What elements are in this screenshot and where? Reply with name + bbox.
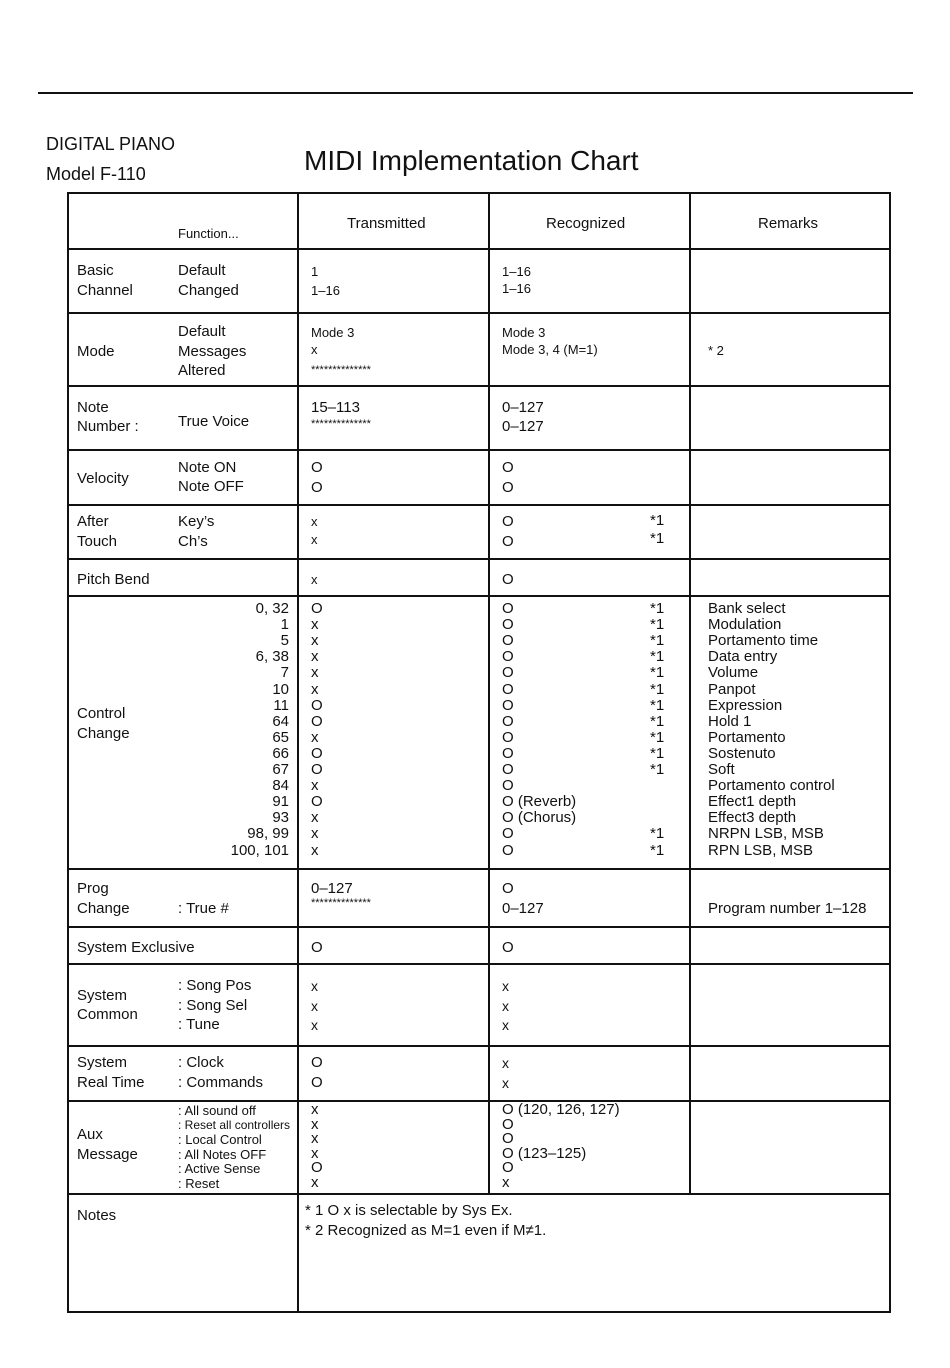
row-divider bbox=[69, 926, 889, 928]
basic-channel-default: Default bbox=[178, 262, 226, 279]
basic-channel-changed: Changed bbox=[178, 282, 239, 299]
control-change-remark: Bank select bbox=[708, 600, 786, 617]
control-change-rx: O bbox=[502, 648, 514, 666]
control-change-number: 67 bbox=[272, 761, 289, 778]
mode-default: Default bbox=[178, 323, 226, 340]
control-change-footnote: *1 bbox=[650, 680, 665, 698]
aux-message-tx: x bbox=[311, 1144, 319, 1162]
note-number-tx: 15–113 bbox=[311, 399, 360, 416]
control-change-footnote: *1 bbox=[650, 825, 665, 843]
aux-message-item: : All sound off bbox=[178, 1103, 256, 1118]
prog-change-true-number: : True # bbox=[178, 900, 229, 917]
control-change-tx: O bbox=[311, 712, 323, 730]
system-realtime-tx: O bbox=[311, 1054, 323, 1071]
note-number-tx-true-voice: ************** bbox=[311, 418, 371, 430]
note-number-label: Number : bbox=[77, 418, 139, 435]
control-change-number: 84 bbox=[272, 777, 289, 795]
after-touch-rx-keys: O bbox=[502, 513, 514, 530]
row-divider bbox=[69, 504, 889, 506]
control-change-number: 65 bbox=[272, 728, 289, 746]
control-change-rx: O bbox=[502, 680, 514, 698]
pitch-bend-label: Pitch Bend bbox=[77, 571, 150, 588]
control-change-footnote: *1 bbox=[650, 632, 665, 650]
control-change-rx: O (Reverb) bbox=[502, 793, 577, 811]
control-change-remark: Panpot bbox=[708, 680, 756, 698]
system-common-label: Common bbox=[77, 1006, 138, 1023]
notes-line-2: * 2 Recognized as M=1 even if M≠1. bbox=[305, 1222, 547, 1239]
control-change-footnote: *1 bbox=[650, 712, 665, 730]
prog-change-tx-true: ************** bbox=[311, 897, 371, 909]
system-realtime-label: System bbox=[77, 1054, 128, 1071]
control-change-remark: Sostenuto bbox=[708, 744, 776, 762]
control-change-remark: Soft bbox=[708, 761, 735, 778]
velocity-rx-off: O bbox=[502, 479, 514, 496]
system-common-rx: x bbox=[502, 978, 509, 994]
system-realtime-rx: x bbox=[502, 1075, 509, 1091]
control-change-tx: x bbox=[311, 648, 319, 666]
control-change-number: 6, 38 bbox=[255, 648, 289, 666]
aux-message-rx: O (123–125) bbox=[502, 1144, 587, 1162]
row-divider bbox=[69, 595, 889, 597]
control-change-footnote: *1 bbox=[650, 744, 665, 762]
system-exclusive-tx: O bbox=[311, 939, 323, 956]
control-change-footnote: *1 bbox=[650, 696, 665, 714]
control-change-remark: Modulation bbox=[708, 616, 782, 634]
divider-transmitted bbox=[488, 194, 490, 1193]
control-change-label: Control bbox=[77, 705, 126, 722]
aux-message-rx: O bbox=[502, 1130, 514, 1147]
control-change-tx: x bbox=[311, 728, 319, 746]
control-change-number: 0, 32 bbox=[255, 600, 289, 617]
velocity-label: Velocity bbox=[77, 470, 129, 487]
prog-change-label: Prog bbox=[77, 880, 109, 897]
control-change-number: 64 bbox=[272, 712, 289, 730]
basic-channel-label: Channel bbox=[77, 282, 133, 299]
after-touch-footnote: *1 bbox=[650, 512, 665, 529]
after-touch-label: After bbox=[77, 513, 109, 530]
system-realtime-commands: : Commands bbox=[178, 1074, 264, 1091]
control-change-number: 5 bbox=[280, 632, 289, 650]
system-exclusive-label: System Exclusive bbox=[77, 939, 195, 956]
control-change-remark: Volume bbox=[708, 664, 759, 682]
after-touch-tx-keys: x bbox=[311, 514, 318, 529]
control-change-footnote: *1 bbox=[650, 728, 665, 746]
row-divider bbox=[69, 963, 889, 965]
velocity-note-on: Note ON bbox=[178, 459, 237, 476]
control-change-tx: x bbox=[311, 616, 319, 634]
divider-recognized bbox=[689, 194, 691, 1193]
aux-message-tx: x bbox=[311, 1130, 319, 1147]
control-change-tx: x bbox=[311, 809, 319, 827]
prog-change-tx: 0–127 bbox=[311, 880, 353, 897]
control-change-rx: O bbox=[502, 728, 514, 746]
control-change-remark: Effect1 depth bbox=[708, 793, 797, 811]
after-touch-footnote: *1 bbox=[650, 530, 665, 547]
control-change-remark: Expression bbox=[708, 696, 783, 714]
system-realtime-label: Real Time bbox=[77, 1074, 145, 1091]
note-number-rx: 0–127 bbox=[502, 399, 544, 416]
mode-rx-messages: Mode 3, 4 (M=1) bbox=[502, 342, 598, 357]
system-common-song-pos: : Song Pos bbox=[178, 977, 252, 994]
control-change-rx: O bbox=[502, 744, 514, 762]
control-change-number: 66 bbox=[272, 744, 289, 762]
aux-message-label: Aux bbox=[77, 1126, 103, 1143]
page-title: MIDI Implementation Chart bbox=[304, 145, 639, 176]
note-number-rx-true-voice: 0–127 bbox=[502, 418, 544, 435]
control-change-number: 98, 99 bbox=[247, 825, 289, 843]
control-change-footnote: *1 bbox=[650, 616, 665, 634]
system-common-label: System bbox=[77, 987, 128, 1004]
control-change-number: 100, 101 bbox=[230, 841, 289, 859]
basic-channel-label: Basic bbox=[77, 262, 114, 279]
control-change-rx: O bbox=[502, 696, 514, 714]
aux-message-rx: O bbox=[502, 1115, 514, 1133]
control-change-number: 1 bbox=[280, 616, 289, 634]
basic-channel-tx-default: 1 bbox=[311, 264, 319, 279]
control-change-footnote: *1 bbox=[650, 648, 665, 666]
control-change-number: 91 bbox=[272, 793, 289, 811]
row-divider bbox=[69, 558, 889, 560]
velocity-tx-on: O bbox=[311, 459, 323, 476]
aux-message-tx: x bbox=[311, 1173, 319, 1191]
column-header-remarks: Remarks bbox=[758, 215, 819, 232]
row-divider bbox=[69, 248, 889, 250]
brand-line-2: Model F-110 bbox=[46, 164, 146, 184]
control-change-remark: Portamento bbox=[708, 728, 786, 746]
system-common-tx: x bbox=[311, 1017, 318, 1033]
control-change-rx: O bbox=[502, 712, 514, 730]
control-change-footnote: *1 bbox=[650, 761, 665, 778]
control-change-tx: x bbox=[311, 825, 319, 843]
mode-label: Mode bbox=[77, 343, 115, 360]
control-change-rx: O bbox=[502, 825, 514, 843]
after-touch-chs: Ch’s bbox=[178, 533, 208, 550]
control-change-remark: NRPN LSB, MSB bbox=[708, 825, 824, 843]
aux-message-rx: x bbox=[502, 1173, 510, 1191]
mode-tx-altered: ************** bbox=[311, 364, 371, 376]
control-change-tx: O bbox=[311, 600, 323, 617]
after-touch-rx-chs: O bbox=[502, 533, 514, 550]
control-change-tx: x bbox=[311, 841, 319, 859]
system-exclusive-rx: O bbox=[502, 939, 514, 956]
control-change-footnote: *1 bbox=[650, 664, 665, 682]
control-change-tx: x bbox=[311, 632, 319, 650]
control-change-number: 7 bbox=[280, 664, 289, 682]
control-change-rx: O bbox=[502, 616, 514, 634]
note-number-label: Note bbox=[77, 399, 109, 416]
after-touch-tx-chs: x bbox=[311, 532, 318, 547]
mode-messages: Messages bbox=[178, 343, 247, 360]
prog-change-remark: Program number 1–128 bbox=[708, 900, 867, 917]
control-change-footnote: *1 bbox=[650, 841, 665, 859]
control-change-tx: x bbox=[311, 777, 319, 795]
control-change-number: 93 bbox=[272, 809, 289, 827]
control-change-tx: O bbox=[311, 761, 323, 778]
basic-channel-rx-default: 1–16 bbox=[502, 264, 531, 279]
column-header-function: Function... bbox=[178, 226, 239, 241]
prog-change-rx: O bbox=[502, 880, 514, 897]
notes-line-1: * 1 O x is selectable by Sys Ex. bbox=[305, 1202, 513, 1219]
system-common-tune: : Tune bbox=[178, 1016, 220, 1033]
control-change-rx: O bbox=[502, 664, 514, 682]
control-change-rx: O bbox=[502, 632, 514, 650]
aux-message-rx: O (120, 126, 127) bbox=[502, 1101, 620, 1118]
mode-rx-default: Mode 3 bbox=[502, 325, 546, 340]
midi-chart-table bbox=[67, 192, 891, 1313]
aux-message-tx: x bbox=[311, 1101, 319, 1118]
system-realtime-tx: O bbox=[311, 1074, 323, 1091]
mode-tx-messages: x bbox=[311, 342, 318, 357]
brand-line-1: DIGITAL PIANO bbox=[46, 134, 176, 154]
control-change-remark: RPN LSB, MSB bbox=[708, 841, 814, 859]
divider-function bbox=[297, 194, 299, 1311]
aux-message-item: : Reset all controllers bbox=[178, 1117, 291, 1132]
velocity-note-off: Note OFF bbox=[178, 478, 244, 495]
control-change-remark: Portamento control bbox=[708, 777, 835, 795]
aux-message-tx: O bbox=[311, 1159, 323, 1176]
mode-altered: Altered bbox=[178, 362, 226, 379]
control-change-tx: O bbox=[311, 793, 323, 811]
row-divider bbox=[69, 1100, 889, 1102]
aux-message-item: : Local Control bbox=[178, 1132, 262, 1147]
row-divider bbox=[69, 868, 889, 870]
velocity-rx-on: O bbox=[502, 459, 514, 476]
system-realtime-rx: x bbox=[502, 1055, 509, 1071]
control-change-tx: x bbox=[311, 664, 319, 682]
row-divider bbox=[69, 449, 889, 451]
control-change-footnote: *1 bbox=[650, 600, 665, 617]
control-change-remark: Hold 1 bbox=[708, 712, 752, 730]
control-change-rx: O bbox=[502, 761, 514, 778]
control-change-remark: Data entry bbox=[708, 648, 778, 666]
row-divider bbox=[69, 385, 889, 387]
aux-message-label: Message bbox=[77, 1146, 138, 1163]
control-change-tx: O bbox=[311, 696, 323, 714]
control-change-tx: x bbox=[311, 680, 319, 698]
after-touch-label: Touch bbox=[77, 533, 118, 550]
control-change-remark: Portamento time bbox=[708, 632, 819, 650]
mode-remark: * 2 bbox=[708, 343, 724, 358]
control-change-tx: O bbox=[311, 744, 323, 762]
aux-message-tx: x bbox=[311, 1115, 319, 1133]
control-change-rx: O bbox=[502, 777, 514, 795]
system-realtime-clock: : Clock bbox=[178, 1054, 224, 1071]
system-common-tx: x bbox=[311, 998, 318, 1014]
aux-message-rx: O bbox=[502, 1159, 514, 1176]
system-common-song-sel: : Song Sel bbox=[178, 997, 248, 1014]
column-header-transmitted: Transmitted bbox=[347, 215, 426, 232]
control-change-number: 10 bbox=[272, 680, 289, 698]
system-common-tx: x bbox=[311, 978, 318, 994]
row-divider bbox=[69, 1045, 889, 1047]
system-common-rx: x bbox=[502, 1017, 509, 1033]
prog-change-label: Change bbox=[77, 900, 130, 917]
velocity-tx-off: O bbox=[311, 479, 323, 496]
notes-label: Notes bbox=[77, 1207, 117, 1224]
row-divider bbox=[69, 312, 889, 314]
control-change-rx: O (Chorus) bbox=[502, 809, 577, 827]
header-rule bbox=[38, 92, 913, 94]
control-change-rx: O bbox=[502, 841, 514, 859]
system-common-rx: x bbox=[502, 998, 509, 1014]
pitch-bend-tx: x bbox=[311, 572, 318, 587]
basic-channel-tx-changed: 1–16 bbox=[311, 283, 340, 298]
control-change-number: 11 bbox=[273, 696, 289, 714]
after-touch-keys: Key’s bbox=[178, 513, 215, 530]
row-divider bbox=[69, 1193, 889, 1195]
control-change-rx: O bbox=[502, 600, 514, 617]
aux-message-item: : All Notes OFF bbox=[178, 1146, 267, 1162]
basic-channel-rx-changed: 1–16 bbox=[502, 281, 531, 296]
aux-message-item: : Active Sense bbox=[178, 1161, 261, 1176]
control-change-remark: Effect3 depth bbox=[708, 809, 797, 827]
prog-change-rx-true: 0–127 bbox=[502, 900, 544, 917]
control-change-label: Change bbox=[77, 725, 130, 742]
pitch-bend-rx: O bbox=[502, 571, 514, 588]
aux-message-item: : Reset bbox=[178, 1175, 220, 1191]
column-header-recognized: Recognized bbox=[546, 215, 626, 232]
mode-tx-default: Mode 3 bbox=[311, 325, 355, 340]
note-number-true-voice: True Voice bbox=[178, 413, 250, 430]
